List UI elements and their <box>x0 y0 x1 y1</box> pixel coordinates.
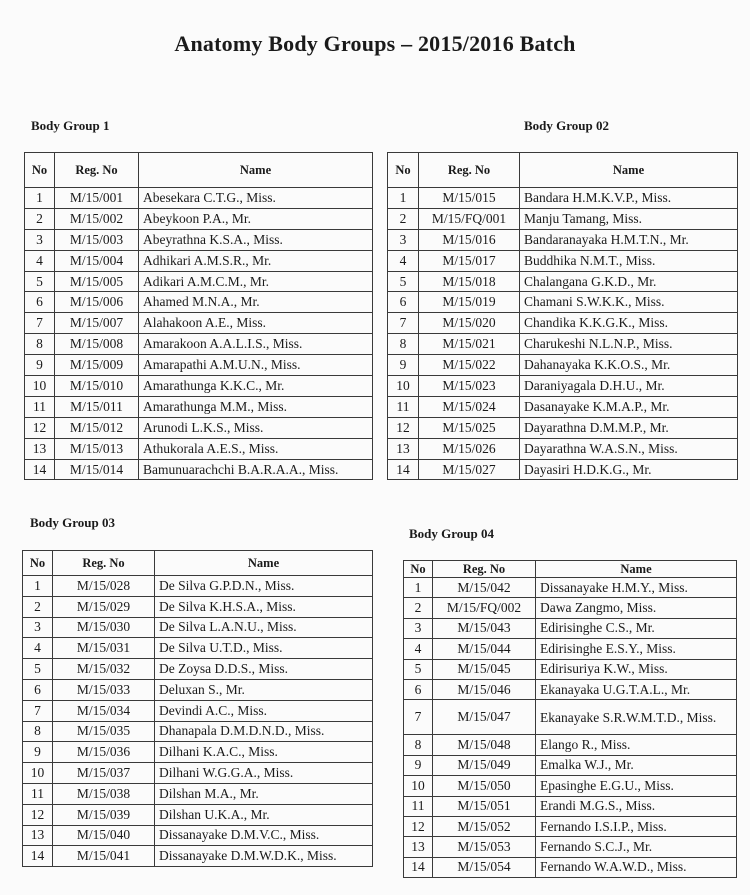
reg-number: M/15/044 <box>433 639 536 659</box>
table-row <box>25 396 373 417</box>
row-number: 3 <box>23 617 53 638</box>
reg-number: M/15/050 <box>433 776 536 796</box>
student-name: Erandi M.G.S., Miss. <box>536 796 737 816</box>
student-name: Deluxan S., Mr. <box>155 679 373 700</box>
table-row <box>404 578 737 598</box>
reg-number: M/15/001 <box>55 188 139 209</box>
col-reg-header: Reg. No <box>55 153 139 188</box>
group-3-title: Body Group 03 <box>30 515 116 530</box>
col-no-header: No <box>388 153 419 188</box>
table-row <box>23 804 373 825</box>
student-name: Dilshan M.A., Mr. <box>155 783 373 804</box>
reg-number: M/15/018 <box>419 271 520 292</box>
row-number: 14 <box>404 857 433 877</box>
row-number: 4 <box>388 250 419 271</box>
student-name: Dilhani K.A.C., Miss. <box>155 742 373 763</box>
student-name: Dissanayake D.M.W.D.K., Miss. <box>155 846 373 867</box>
reg-number: M/15/020 <box>419 313 520 334</box>
reg-number: M/15/029 <box>53 596 155 617</box>
reg-number: M/15/013 <box>55 438 139 459</box>
table-row <box>25 188 373 209</box>
table-row <box>388 334 738 355</box>
table-row <box>388 271 738 292</box>
table-row <box>25 292 373 313</box>
table-row <box>404 857 737 877</box>
table-row <box>404 755 737 775</box>
col-name-header: Name <box>520 153 738 188</box>
row-number: 12 <box>23 804 53 825</box>
col-no-header: No <box>404 561 433 578</box>
col-name-header: Name <box>155 551 373 576</box>
row-number: 10 <box>23 763 53 784</box>
col-name-header: Name <box>139 153 373 188</box>
row-number: 5 <box>388 271 419 292</box>
reg-number: M/15/034 <box>53 700 155 721</box>
table-row <box>25 271 373 292</box>
reg-number: M/15/005 <box>55 271 139 292</box>
reg-number: M/15/FQ/001 <box>419 208 520 229</box>
row-number: 11 <box>388 396 419 417</box>
row-number: 11 <box>404 796 433 816</box>
row-number: 13 <box>388 438 419 459</box>
reg-number: M/15/048 <box>433 735 536 755</box>
group-4-table <box>403 560 737 878</box>
table-row <box>404 659 737 679</box>
student-name: Bandaranayaka H.M.T.N., Mr. <box>520 229 738 250</box>
row-number: 12 <box>404 816 433 836</box>
row-number: 11 <box>25 396 55 417</box>
student-name: De Zoysa D.D.S., Miss. <box>155 659 373 680</box>
table-row <box>388 355 738 376</box>
table-row <box>388 292 738 313</box>
student-name: Devindi A.C., Miss. <box>155 700 373 721</box>
row-number: 6 <box>25 292 55 313</box>
student-name: Edirisinghe E.S.Y., Miss. <box>536 639 737 659</box>
reg-number: M/15/014 <box>55 459 139 480</box>
student-name: Dahanayaka K.K.O.S., Mr. <box>520 355 738 376</box>
table-row <box>23 576 373 597</box>
student-name: Bamunuarachchi B.A.R.A.A., Miss. <box>139 459 373 480</box>
student-name: Dilshan U.K.A., Mr. <box>155 804 373 825</box>
student-name: Chandika K.K.G.K., Miss. <box>520 313 738 334</box>
table-row <box>25 355 373 376</box>
student-name: Chamani S.W.K.K., Miss. <box>520 292 738 313</box>
col-no-header: No <box>23 551 53 576</box>
student-name: Edirisuriya K.W., Miss. <box>536 659 737 679</box>
student-name: Dasanayake K.M.A.P., Mr. <box>520 396 738 417</box>
reg-number: M/15/026 <box>419 438 520 459</box>
student-name: Dissanayake H.M.Y., Miss. <box>536 578 737 598</box>
reg-number: M/15/012 <box>55 417 139 438</box>
reg-number: M/15/041 <box>53 846 155 867</box>
student-name: Manju Tamang, Miss. <box>520 208 738 229</box>
row-number: 5 <box>404 659 433 679</box>
reg-number: M/15/004 <box>55 250 139 271</box>
row-number: 3 <box>25 229 55 250</box>
table-row <box>23 846 373 867</box>
student-name: Dayarathna W.A.S.N., Miss. <box>520 438 738 459</box>
table-row <box>23 783 373 804</box>
row-number: 3 <box>388 229 419 250</box>
row-number: 1 <box>404 578 433 598</box>
row-number: 9 <box>388 355 419 376</box>
table-row <box>404 735 737 755</box>
row-number: 6 <box>388 292 419 313</box>
student-name: Fernando I.S.I.P., Miss. <box>536 816 737 836</box>
student-name: Epasinghe E.G.U., Miss. <box>536 776 737 796</box>
row-number: 4 <box>25 250 55 271</box>
row-number: 14 <box>388 459 419 480</box>
row-number: 7 <box>25 313 55 334</box>
row-number: 5 <box>25 271 55 292</box>
student-name: Bandara H.M.K.V.P., Miss. <box>520 188 738 209</box>
student-name: Daraniyagala D.H.U., Mr. <box>520 376 738 397</box>
row-number: 5 <box>23 659 53 680</box>
student-name: Athukorala A.E.S., Miss. <box>139 438 373 459</box>
reg-number: M/15/010 <box>55 376 139 397</box>
row-number: 9 <box>23 742 53 763</box>
table-row <box>404 837 737 857</box>
row-number: 2 <box>23 596 53 617</box>
reg-number: M/15/FQ/002 <box>433 598 536 618</box>
table-row <box>404 776 737 796</box>
table-row <box>388 313 738 334</box>
table-row <box>23 596 373 617</box>
row-number: 13 <box>404 837 433 857</box>
reg-number: M/15/006 <box>55 292 139 313</box>
reg-number: M/15/015 <box>419 188 520 209</box>
row-number: 9 <box>25 355 55 376</box>
reg-number: M/15/028 <box>53 576 155 597</box>
student-name: Dayasiri H.D.K.G., Mr. <box>520 459 738 480</box>
student-name: Dayarathna D.M.M.P., Mr. <box>520 417 738 438</box>
student-name: Dawa Zangmo, Miss. <box>536 598 737 618</box>
row-number: 10 <box>404 776 433 796</box>
table-row <box>404 598 737 618</box>
table-row <box>23 617 373 638</box>
table-row <box>404 679 737 699</box>
reg-number: M/15/033 <box>53 679 155 700</box>
student-name: Amarathunga K.K.C., Mr. <box>139 376 373 397</box>
student-name: Abesekara C.T.G., Miss. <box>139 188 373 209</box>
row-number: 8 <box>404 735 433 755</box>
row-number: 1 <box>25 188 55 209</box>
row-number: 2 <box>388 208 419 229</box>
student-name: De Silva L.A.N.U., Miss. <box>155 617 373 638</box>
row-number: 12 <box>25 417 55 438</box>
table-row <box>388 208 738 229</box>
reg-number: M/15/037 <box>53 763 155 784</box>
row-number: 10 <box>388 376 419 397</box>
student-name: Elango R., Miss. <box>536 735 737 755</box>
student-name: Amarathunga M.M., Miss. <box>139 396 373 417</box>
col-reg-header: Reg. No <box>433 561 536 578</box>
student-name: De Silva U.T.D., Miss. <box>155 638 373 659</box>
table-row <box>23 721 373 742</box>
row-number: 8 <box>23 721 53 742</box>
student-name: Abeykoon P.A., Mr. <box>139 208 373 229</box>
student-name: Adikari A.M.C.M., Mr. <box>139 271 373 292</box>
student-name: Amarakoon A.A.L.I.S., Miss. <box>139 334 373 355</box>
col-reg-header: Reg. No <box>419 153 520 188</box>
col-name-header: Name <box>536 561 737 578</box>
table-row <box>23 763 373 784</box>
student-name: Fernando S.C.J., Mr. <box>536 837 737 857</box>
reg-number: M/15/045 <box>433 659 536 679</box>
student-name: De Silva K.H.S.A., Miss. <box>155 596 373 617</box>
row-number: 13 <box>25 438 55 459</box>
table-row <box>25 438 373 459</box>
row-number: 13 <box>23 825 53 846</box>
table-row <box>388 229 738 250</box>
table-row <box>25 313 373 334</box>
table-row <box>404 618 737 638</box>
group-2-table <box>387 152 738 480</box>
reg-number: M/15/016 <box>419 229 520 250</box>
table-row <box>23 659 373 680</box>
reg-number: M/15/024 <box>419 396 520 417</box>
group-4-title: Body Group 04 <box>409 526 495 541</box>
reg-number: M/15/049 <box>433 755 536 775</box>
table-row <box>25 250 373 271</box>
student-name: Fernando W.A.W.D., Miss. <box>536 857 737 877</box>
reg-number: M/15/043 <box>433 618 536 638</box>
table-row <box>25 417 373 438</box>
row-number: 6 <box>404 679 433 699</box>
row-number: 8 <box>25 334 55 355</box>
row-number: 4 <box>23 638 53 659</box>
table-row <box>25 229 373 250</box>
row-number: 6 <box>23 679 53 700</box>
student-name: Dhanapala D.M.D.N.D., Miss. <box>155 721 373 742</box>
page-title: Anatomy Body Groups – 2015/2016 Batch <box>174 31 576 56</box>
student-name: Arunodi L.K.S., Miss. <box>139 417 373 438</box>
row-number: 1 <box>23 576 53 597</box>
reg-number: M/15/017 <box>419 250 520 271</box>
reg-number: M/15/035 <box>53 721 155 742</box>
table-row <box>388 459 738 480</box>
table-row <box>388 396 738 417</box>
table-row <box>388 376 738 397</box>
student-name: Amarapathi A.M.U.N., Miss. <box>139 355 373 376</box>
group-2-title: Body Group 02 <box>524 118 610 133</box>
row-number: 7 <box>404 700 433 735</box>
student-name: Charukeshi N.L.N.P., Miss. <box>520 334 738 355</box>
table-row <box>25 208 373 229</box>
student-name: De Silva G.P.D.N., Miss. <box>155 576 373 597</box>
reg-number: M/15/031 <box>53 638 155 659</box>
student-name: Ekanayake S.R.W.M.T.D., Miss. <box>536 700 737 735</box>
row-number: 10 <box>25 376 55 397</box>
row-number: 9 <box>404 755 433 775</box>
row-number: 4 <box>404 639 433 659</box>
row-number: 12 <box>388 417 419 438</box>
reg-number: M/15/046 <box>433 679 536 699</box>
reg-number: M/15/002 <box>55 208 139 229</box>
table-row <box>23 700 373 721</box>
table-row <box>388 438 738 459</box>
reg-number: M/15/052 <box>433 816 536 836</box>
row-number: 7 <box>23 700 53 721</box>
reg-number: M/15/021 <box>419 334 520 355</box>
reg-number: M/15/023 <box>419 376 520 397</box>
reg-number: M/15/022 <box>419 355 520 376</box>
reg-number: M/15/040 <box>53 825 155 846</box>
reg-number: M/15/019 <box>419 292 520 313</box>
reg-number: M/15/036 <box>53 742 155 763</box>
table-row <box>25 459 373 480</box>
table-row <box>23 679 373 700</box>
student-name: Buddhika N.M.T., Miss. <box>520 250 738 271</box>
reg-number: M/15/009 <box>55 355 139 376</box>
reg-number: M/15/027 <box>419 459 520 480</box>
row-number: 8 <box>388 334 419 355</box>
row-number: 14 <box>23 846 53 867</box>
student-name: Abeyrathna K.S.A., Miss. <box>139 229 373 250</box>
reg-number: M/15/039 <box>53 804 155 825</box>
table-row <box>388 417 738 438</box>
table-row <box>388 250 738 271</box>
student-name: Ahamed M.N.A., Mr. <box>139 292 373 313</box>
table-row <box>25 376 373 397</box>
table-row <box>404 639 737 659</box>
reg-number: M/15/047 <box>433 700 536 735</box>
reg-number: M/15/003 <box>55 229 139 250</box>
student-name: Edirisinghe C.S., Mr. <box>536 618 737 638</box>
group-1-table <box>24 152 373 480</box>
table-row <box>23 638 373 659</box>
row-number: 11 <box>23 783 53 804</box>
student-name: Alahakoon A.E., Miss. <box>139 313 373 334</box>
reg-number: M/15/038 <box>53 783 155 804</box>
group-3-table <box>22 550 373 867</box>
reg-number: M/15/032 <box>53 659 155 680</box>
group-1-title: Body Group 1 <box>31 118 110 133</box>
reg-number: M/15/053 <box>433 837 536 857</box>
table-row <box>404 816 737 836</box>
table-row <box>388 188 738 209</box>
row-number: 2 <box>404 598 433 618</box>
table-row <box>404 700 737 735</box>
reg-number: M/15/007 <box>55 313 139 334</box>
table-row <box>25 334 373 355</box>
reg-number: M/15/042 <box>433 578 536 598</box>
student-name: Ekanayaka U.G.T.A.L., Mr. <box>536 679 737 699</box>
reg-number: M/15/025 <box>419 417 520 438</box>
row-number: 3 <box>404 618 433 638</box>
student-name: Adhikari A.M.S.R., Mr. <box>139 250 373 271</box>
col-no-header: No <box>25 153 55 188</box>
row-number: 2 <box>25 208 55 229</box>
row-number: 1 <box>388 188 419 209</box>
student-name: Emalka W.J., Mr. <box>536 755 737 775</box>
reg-number: M/15/051 <box>433 796 536 816</box>
student-name: Dissanayake D.M.V.C., Miss. <box>155 825 373 846</box>
table-row <box>404 796 737 816</box>
row-number: 14 <box>25 459 55 480</box>
table-row <box>23 825 373 846</box>
reg-number: M/15/030 <box>53 617 155 638</box>
reg-number: M/15/011 <box>55 396 139 417</box>
student-name: Chalangana G.K.D., Mr. <box>520 271 738 292</box>
reg-number: M/15/054 <box>433 857 536 877</box>
table-row <box>23 742 373 763</box>
student-name: Dilhani W.G.G.A., Miss. <box>155 763 373 784</box>
reg-number: M/15/008 <box>55 334 139 355</box>
row-number: 7 <box>388 313 419 334</box>
col-reg-header: Reg. No <box>53 551 155 576</box>
